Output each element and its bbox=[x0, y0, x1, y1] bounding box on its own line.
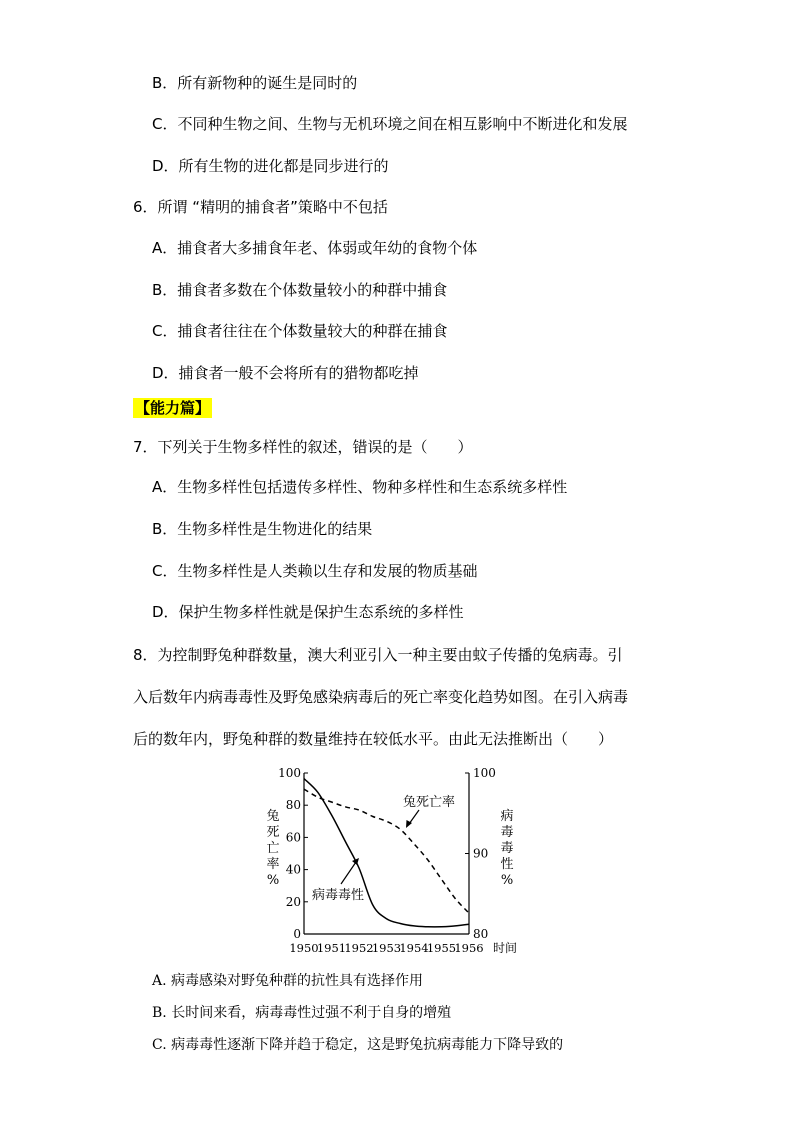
x-axis-label: 时间 bbox=[492, 941, 518, 955]
right-y-axis-label: % bbox=[500, 873, 514, 888]
rabbit-mortality-label: 兔死亡率 bbox=[403, 795, 456, 810]
left-y-tick-label: 20 bbox=[285, 894, 301, 909]
virus-virulence-label: 病毒毒性 bbox=[312, 888, 365, 903]
section-tag-ability: 【能力篇】 bbox=[135, 399, 211, 417]
q6-option-d: D．捕食者一般不会将所有的猎物都吃掉 bbox=[152, 364, 419, 382]
x-tick-label: 1956 bbox=[454, 941, 484, 955]
virus-mortality-chart bbox=[255, 762, 545, 962]
q8-stem-line-1: 8．为控制野兔种群数量，澳大利亚引入一种主要由蚊子传播的兔病毒。引 bbox=[133, 646, 623, 664]
x-tick-label: 1951 bbox=[316, 941, 347, 955]
right-y-axis-label: 毒 bbox=[500, 825, 514, 840]
q8-option-c: C. 病毒毒性逐渐下降并趋于稳定，这是野兔抗病毒能力下降导致的 bbox=[152, 1037, 564, 1053]
left-y-tick-label: 60 bbox=[285, 830, 301, 845]
left-y-axis-label: 死 bbox=[266, 825, 280, 840]
left-y-tick-label: 0 bbox=[293, 927, 301, 941]
x-tick-label: 1954 bbox=[399, 941, 429, 955]
left-y-axis-label: 亡 bbox=[266, 841, 280, 856]
left-y-tick-label: 100 bbox=[278, 766, 301, 780]
q7-option-b: B．生物多样性是生物进化的结果 bbox=[152, 520, 373, 538]
q8-stem-line-2: 入后数年内病毒毒性及野兔感染病毒后的死亡率变化趋势如图。在引入病毒 bbox=[133, 688, 629, 706]
q8-option-a: A. 病毒感染对野兔种群的抗性具有选择作用 bbox=[152, 973, 424, 989]
right-y-axis-label: 病 bbox=[500, 809, 514, 824]
left-y-tick-label: 80 bbox=[285, 798, 301, 813]
q8-option-b: B. 长时间来看，病毒毒性过强不利于自身的增殖 bbox=[152, 1005, 452, 1021]
right-y-tick-label: 90 bbox=[473, 846, 489, 861]
q8-stem-line-3: 后的数年内，野兔种群的数量维持在较低水平。由此无法推断出（ ） bbox=[133, 730, 614, 748]
q6-option-b: B．捕食者多数在个体数量较小的种群中捕食 bbox=[152, 281, 448, 299]
left-y-axis-label: 兔 bbox=[266, 809, 280, 824]
q6-option-a: A．捕食者大多捕食年老、体弱或年幼的食物个体 bbox=[152, 239, 478, 257]
x-tick-label: 1953 bbox=[371, 941, 402, 955]
q7-option-c: C．生物多样性是人类赖以生存和发展的物质基础 bbox=[152, 562, 478, 580]
rabbit-mortality-arrow bbox=[409, 810, 419, 824]
q5-option-d: D．所有生物的进化都是同步进行的 bbox=[152, 157, 389, 175]
right-y-axis-label: 毒 bbox=[500, 841, 514, 856]
x-tick-label: 1955 bbox=[426, 941, 457, 955]
x-tick-label: 1950 bbox=[289, 941, 319, 955]
q6-option-c: C．捕食者往往在个体数量较大的种群在捕食 bbox=[152, 322, 448, 340]
q5-option-b: B．所有新物种的诞生是同时的 bbox=[152, 74, 358, 92]
q7-option-d: D．保护生物多样性就是保护生态系统的多样性 bbox=[152, 603, 464, 621]
left-y-axis-label: % bbox=[266, 873, 280, 888]
q7-option-a: A．生物多样性包括遗传多样性、物种多样性和生态系统多样性 bbox=[152, 478, 568, 496]
q6-stem: 6．所谓 “精明的捕食者”策略中不包括 bbox=[133, 198, 388, 216]
x-tick-label: 1952 bbox=[344, 941, 374, 955]
virus-virulence-arrow bbox=[341, 862, 356, 884]
right-y-tick-label: 100 bbox=[473, 766, 496, 780]
q7-stem: 7．下列关于生物多样性的叙述，错误的是（ ） bbox=[133, 438, 473, 456]
q5-option-c: C．不同种生物之间、生物与无机环境之间在相互影响中不断进化和发展 bbox=[152, 115, 628, 133]
right-y-tick-label: 80 bbox=[473, 927, 489, 941]
right-y-axis-label: 性 bbox=[500, 857, 514, 872]
left-y-axis-label: 率 bbox=[266, 857, 280, 872]
left-y-tick-label: 40 bbox=[285, 862, 301, 877]
